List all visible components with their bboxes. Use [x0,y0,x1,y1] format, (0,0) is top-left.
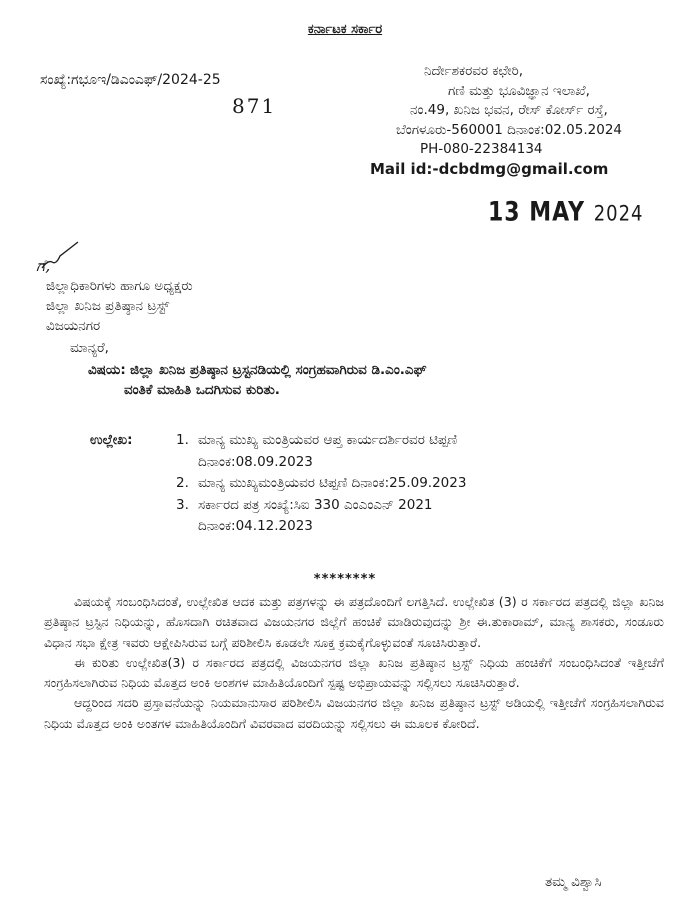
office-phone: PH-080-22384134 [420,141,543,157]
office-line: ನಂ.49, ಖನಿಜ ಭವನ, ರೇಸ್ ಕೋರ್ಸ್ ರಸ್ತೆ, [410,102,608,118]
subject-line: ವಂತಿಕೆ ಮಾಹಿತಿ ಒದಗಿಸುವ ಕುರಿತು. [124,382,280,398]
reference-text: ಮಾನ್ಯ ಮುಖ್ಯಮಂತ್ರಿಯವರ ಟಿಪ್ಪಣಿ ದಿನಾಂಕ:25.09.2023 [198,475,467,491]
office-line: ಗಣಿ ಮತ್ತು ಭೂವಿಜ್ಞಾನ ಇಲಾಖೆ, [448,82,590,99]
reference-num: 3. [176,496,189,513]
reference-number: ಸಂಖ್ಯೆ:ಗಭೂಇ/ಡಿಎಂಎಫ್/2024-25 [40,72,221,88]
received-date-stamp [488,198,644,228]
stamp-year: 2024 [593,201,644,227]
salutation: ಮಾನ್ಯರೆ, [70,340,109,356]
references-label: ಉಲ್ಲೇಖ: [90,432,133,448]
references-block [90,430,466,538]
reference-text: ಮಾನ್ಯ ಮುಖ್ಯ ಮಂತ್ರಿಯವರ ಆಪ್ತ ಕಾರ್ಯದರ್ಶಿರವರ ಟಿಪ್ಪಣಿ [198,432,458,448]
body-paragraph: ಆದ್ದರಿಂದ ಸದರಿ ಪ್ರಸ್ತಾವನೆಯನ್ನು ನಿಯಮಾನುಸಾರ ಪರಿಶೀಲಿಸಿ ವಿಜಯನಗರ ಜಿಲ್ಲಾ ಖನಿಜ ಪ್ರತಿಷ್ಠಾನ ಟ್ರಸ್ಟ್ ಅಡಿಯಲ್ಲಿ ಇತ್ತೀಚೆಗೆ ಸಂಗ್ರಹಿಸಲಾಗಿರುವ ನಿಧಿಯ ಮೊತ್ತದ ಅಂಕಿ ಅಂತಗಳ ಮಾಹಿತಿಯೊಂದಿಗೆ ವಿವರವಾದ ವರದಿಯನ್ನು ಸಲ್ಲಿಸಲು ಈ ಮೂಲಕ ಕೋರಿದೆ. [44,695,664,731]
subject-label: ವಿಷಯ: [88,362,126,378]
reference-date: ದಿನಾಂಕ:08.09.2023 [198,453,313,470]
office-line: ಬೆಂಗಳೂರು-560001 ದಿನಾಂಕ:02.05.2024 [396,121,623,138]
office-address-block [370,62,623,179]
body-paragraph: ಈ ಕುರಿತು ಉಲ್ಲೇಖಿತ(3) ರ ಸರ್ಕಾರದ ಪತ್ರದಲ್ಲಿ ವಿಜಯನಗರ ಜಿಲ್ಲಾ ಖನಿಜ ಪ್ರತಿಷ್ಠಾನ ಟ್ರಸ್ಟ್ ನಿಧಿಯ ಹಂಚಿಕೆಗೆ ಸಂಬಂಧಿಸಿದಂತೆ ಇತ್ತೀಚೆಗೆ ಸಂಗ್ರಹಿಸಲಾಗಿರುವ ನಿಧಿಯ ಮೊತ್ತದ ಅಂಕಿ ಅಂಶಗಳ ಮಾಹಿತಿಯೊಂದಿಗೆ ಸ್ಪಷ್ಟ ಅಭಿಪ್ರಾಯವನ್ನು ಸಲ್ಲಿಸಲು ಸೂಚಿಸಿರುತ್ತಾರೆ. [44,654,664,691]
closing-text: ತಮ್ಮ ವಿಶ್ವಾಸಿ [545,874,602,890]
body-paragraph: ವಿಷಯಕ್ಕೆ ಸಂಬಂಧಿಸಿದಂತೆ, ಉಲ್ಲೇಖಿತ ಆದಕ ಮತ್ತು ಪತ್ರಗಳನ್ನು ಈ ಪತ್ರದೊಂದಿಗೆ ಲಗತ್ತಿಸಿದೆ. ಉಲ್ಲೇಖಿತ (3) ರ ಸರ್ಕಾರದ ಪತ್ರದಲ್ಲಿ ಜಿಲ್ಲಾ ಖನಿಜ ಪ್ರತಿಷ್ಠಾನ ಟ್ರಸ್ಟಿನ ನಿಧಿಯನ್ನು, ಹೊಸದಾಗಿ ರಚಿತವಾದ ವಿಜಯನಗರ ಜಿಲ್ಲೆಗೆ ಹಂಚಿಕೆ ಮಾಡಿರುವುದನ್ನು ಶ್ರೀ ಈ.ತುಕಾರಾಮ್, ಮಾನ್ಯ ಶಾಸಕರು, ಸಂಡೂರು ವಿಧಾನ ಸಭಾ ಕ್ಷೇತ್ರ ಇವರು ಆಕ್ಷೇಪಿಸಿರುವ ಬಗ್ಗೆ ಪರಿಶೀಲಿಸಿ ಕೂಡಲೇ ಸೂಕ್ತ ಕ್ರಮಕೈಗೊಳ್ಳುವಂತೆ ಸೂಚಿಸಿರುತ್ತಾರೆ. [44,594,664,650]
office-email: Mail id:-dcbdmg@gmail.com [370,159,609,178]
letter-body [44,592,664,734]
reference-num: 2. [176,475,189,491]
page-title: ಕರ್ನಾಟಕ ಸರ್ಕಾರ [307,22,383,37]
office-line: ನಿರ್ದೇಶಕರವರ ಕಛೇರಿ, [424,63,524,79]
reference-text: ಸರ್ಕಾರದ ಪತ್ರ ಸಂಖ್ಯೆ:ಸಿಐ 330 ಎಂಎಂಎನ್ 2021 [198,496,433,513]
addressee-line: ಜಿಲ್ಲಾ ಖನಿಜ ಪ್ರತಿಷ್ಠಾನ ಟ್ರಸ್ಟ್ [46,298,170,314]
reference-num: 1. [176,432,189,448]
separator-stars: ******** [313,572,377,587]
subject-block [88,360,427,400]
handwritten-number: 871 [232,94,277,118]
subject-line: ಜಿಲ್ಲಾ ಖನಿಜ ಪ್ರತಿಷ್ಠಾನ ಟ್ರಸ್ಟನಡಿಯಲ್ಲಿ ಸಂಗ್ರಹವಾಗಿರುವ ಡಿ.ಎಂ.ಎಫ್ [130,362,427,378]
addressee-block [46,276,193,336]
addressee-line: ವಿಜಯನಗರ [46,318,101,334]
addressee-to-mark: ಗೆ, [36,256,51,275]
reference-date: ದಿನಾಂಕ:04.12.2023 [198,518,313,534]
addressee-line: ಜಿಲ್ಲಾಧಿಕಾರಿಗಳು ಹಾಗೂ ಅಧ್ಯಕ್ಷರು [46,278,193,294]
stamp-date: 13 MAY [488,197,586,228]
